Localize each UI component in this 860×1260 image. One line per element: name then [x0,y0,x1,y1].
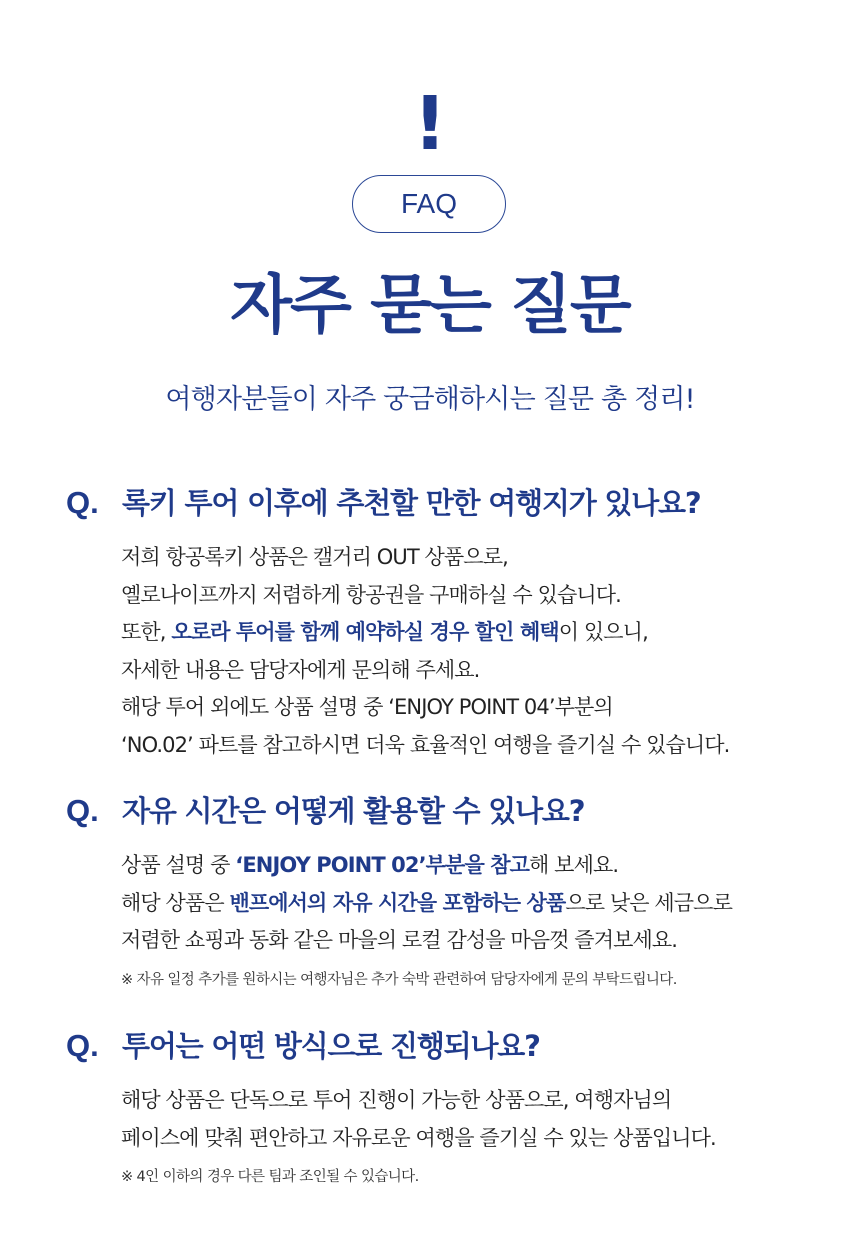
answer-line: 저렴한 쇼핑과 동화 같은 마을의 로컬 감성을 마음껏 즐겨보세요. [121,928,678,953]
answer-line: 저희 항공록키 상품은 캘거리 OUT 상품으로, [121,545,508,569]
q-mark: Q. [66,485,99,520]
question-row [66,1024,826,1070]
highlight-text: ‘ENJOY POINT 02’부분을 참고 [235,853,530,877]
answer-line: 상품 설명 중 ‘ENJOY POINT 02’부분을 참고해 보세요. [121,853,619,877]
answer-line: 옐로나이프까지 저렴하게 항공권을 구매하실 수 있습니다. [121,582,621,607]
q-mark: Q. [66,1028,99,1063]
answer [121,847,826,989]
exclamation-mark: ! [413,81,447,167]
answer-line: 자세한 내용은 담당자에게 문의해 주세요. [121,657,480,682]
answer [121,1082,826,1186]
answer-line: 해당 상품은 단독으로 투어 진행이 가능한 상품으로, 여행자님의 [121,1088,672,1112]
question-text: 자유 시간은 어떻게 활용할 수 있나요? [122,794,585,828]
note-text: ※ 4인 이하의 경우 다른 팀과 조인될 수 있습니다. [121,1169,419,1186]
highlight-text: 밴프에서의 자유 시간을 포함하는 상품 [229,890,566,915]
faq-item-1 [66,481,826,765]
answer [121,539,826,765]
page-subtitle: 여행자분들이 자주 궁금해하시는 질문 총 정리! [165,384,695,415]
faq-item-3 [66,1024,826,1186]
q-mark: Q. [66,793,99,828]
question-text: 록키 투어 이후에 추천할 만한 여행지가 있나요? [122,486,701,520]
highlight-text: 오로라 투어를 함께 예약하실 경우 할인 혜택 [171,620,559,645]
page-title: 자주 묻는 질문 [230,269,630,343]
question-row [66,481,826,527]
answer-line: ‘NO.02’ 파트를 참고하시면 더욱 효율적인 여행을 즐기실 수 있습니다. [121,732,730,757]
answer-line: 해당 투어 외에도 상품 설명 중 ‘ENJOY POINT 04’부분의 [121,695,613,720]
note-text: ※ 자유 일정 추가를 원하시는 여행자님은 추가 숙박 관련하여 담당자에게 문의 부탁드립니다. [121,971,677,988]
question-row [66,789,826,835]
question-text: 투어는 어떤 방식으로 진행되나요? [122,1029,540,1063]
faq-badge-label: FAQ [400,188,457,219]
answer-line: 해당 상품은 밴프에서의 자유 시간을 포함하는 상품으로 낮은 세금으로 [121,890,732,915]
answer-line: 페이스에 맞춰 편안하고 자유로운 여행을 즐기실 수 있는 상품입니다. [121,1125,716,1150]
faq-item-2 [66,789,826,989]
faq-badge [352,175,506,233]
answer-line: 또한, 오로라 투어를 함께 예약하실 경우 할인 혜택이 있으니, [121,620,648,645]
